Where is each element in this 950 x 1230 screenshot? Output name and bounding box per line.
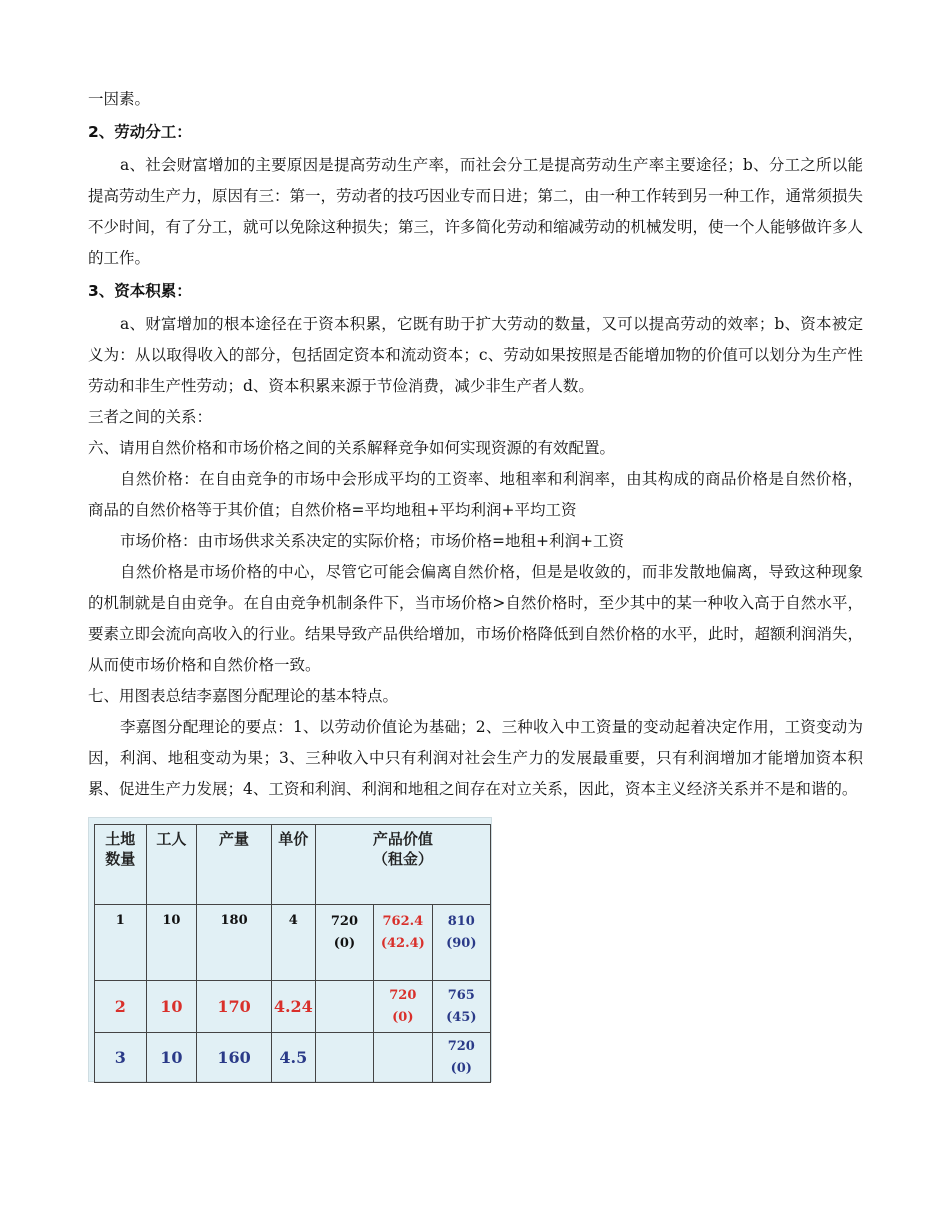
paragraph: 市场价格：由市场供求关系决定的实际价格；市场价格=地租+利润+工资	[120, 532, 624, 550]
cell-workers: 10	[146, 981, 197, 1033]
value: 762.4	[382, 914, 424, 929]
cell-price: 4.5	[271, 1033, 315, 1083]
section-heading: 3、资本积累：	[88, 282, 192, 300]
header-output: 产量	[197, 825, 272, 905]
rent: (42.4)	[380, 936, 425, 951]
paragraph: 自然价格是市场价格的中心，尽管它可能会偏离自然价格，但是是收敛的，而非发散地偏离，导致这种现象的机制就是自由竞争。在自由竞争机制条件下，当市场价格>自然价格时，至少其中的某一种收入高于自然水平，要素立即会流向高收入的行业。结果导致产品供给增加，市场价格降低到自然价格的水平，此时，超额利润消失，从而使市场价格和自然价格一致。	[88, 563, 864, 674]
cell-land: 3	[95, 1033, 147, 1083]
ricardo-rent-table	[94, 824, 491, 1083]
paragraph: 三者之间的关系：	[88, 408, 213, 426]
header-workers: 工人	[146, 825, 197, 905]
rent: (0)	[333, 936, 356, 951]
cell-value	[315, 905, 373, 981]
table-row	[95, 1033, 491, 1083]
section-heading: 2、劳动分工：	[88, 123, 192, 141]
question-heading: 七、用图表总结李嘉图分配理论的基本特点。	[88, 687, 399, 705]
document-body	[88, 84, 863, 1082]
cell-output: 170	[197, 981, 272, 1033]
value: 765	[447, 987, 475, 1003]
cell-land: 2	[95, 981, 147, 1033]
cell-value	[432, 981, 490, 1033]
rent: (0)	[450, 1060, 472, 1076]
rent: (0)	[392, 1009, 414, 1025]
paragraph: 一因素。	[88, 90, 151, 108]
value: 720	[330, 914, 358, 929]
cell-price: 4.24	[271, 981, 315, 1033]
cell-output: 160	[197, 1033, 272, 1083]
ricardo-table-image	[88, 817, 492, 1082]
paragraph: 自然价格：在自由竞争的市场中会形成平均的工资率、地租率和利润率，由其构成的商品价格是自然价格，商品的自然价格等于其价值；自然价格=平均地租+平均利润+平均工资	[88, 470, 863, 519]
cell-workers: 10	[146, 905, 197, 981]
paragraph: 李嘉图分配理论的要点：1、以劳动价值论为基础；2、三种收入中工资量的变动起着决定作用，工资变动为因，利润、地租变动为果；3、三种收入中只有利润对社会生产力的发展最重要，只有利润增加才能增加资本积累、促进生产力发展；4、工资和利润、利润和地租之间存在对立关系，因此，资本主义经济关系并不是和谐的。	[88, 718, 863, 798]
cell-value	[374, 905, 433, 981]
rent: (45)	[446, 1009, 477, 1025]
table-row	[95, 905, 491, 981]
paragraph: a、财富增加的根本途径在于资本积累，它既有助于扩大劳动的数量，又可以提高劳动的效率；b、资本被定义为：从以取得收入的部分，包括固定资本和流动资本；c、劳动如果按照是否能增加物的价值可以划分为生产性劳动和非生产性劳动；d、资本积累来源于节俭消费，减少非生产者人数。	[88, 315, 863, 395]
cell-empty	[374, 1033, 433, 1083]
cell-empty	[315, 981, 373, 1033]
table-row	[95, 981, 491, 1033]
cell-output: 180	[197, 905, 272, 981]
cell-workers: 10	[146, 1033, 197, 1083]
question-heading: 六、请用自然价格和市场价格之间的关系解释竞争如何实现资源的有效配置。	[88, 439, 616, 457]
cell-value	[432, 905, 490, 981]
value: 720	[447, 1038, 475, 1054]
cell-empty	[315, 1033, 373, 1083]
paragraph: a、社会财富增加的主要原因是提高劳动生产率，而社会分工是提高劳动生产率主要途径；b、分工之所以能提高劳动生产力，原因有三：第一，劳动者的技巧因业专而日进；第二，由一种工作转到另一种工作，通常须损失不少时间，有了分工，就可以免除这种损失；第三，许多简化劳动和缩减劳动的机械发明，使一个人能够做许多人的工作。	[88, 156, 864, 267]
header-price: 单价	[271, 825, 315, 905]
header-value: 产品价值 （租金）	[315, 825, 490, 905]
cell-price: 4	[271, 905, 315, 981]
value: 810	[447, 914, 475, 929]
cell-value	[374, 981, 433, 1033]
value: 720	[389, 987, 417, 1003]
header-land: 土地 数量	[95, 825, 147, 905]
cell-land: 1	[95, 905, 147, 981]
cell-value	[432, 1033, 490, 1083]
rent: (90)	[446, 936, 477, 951]
